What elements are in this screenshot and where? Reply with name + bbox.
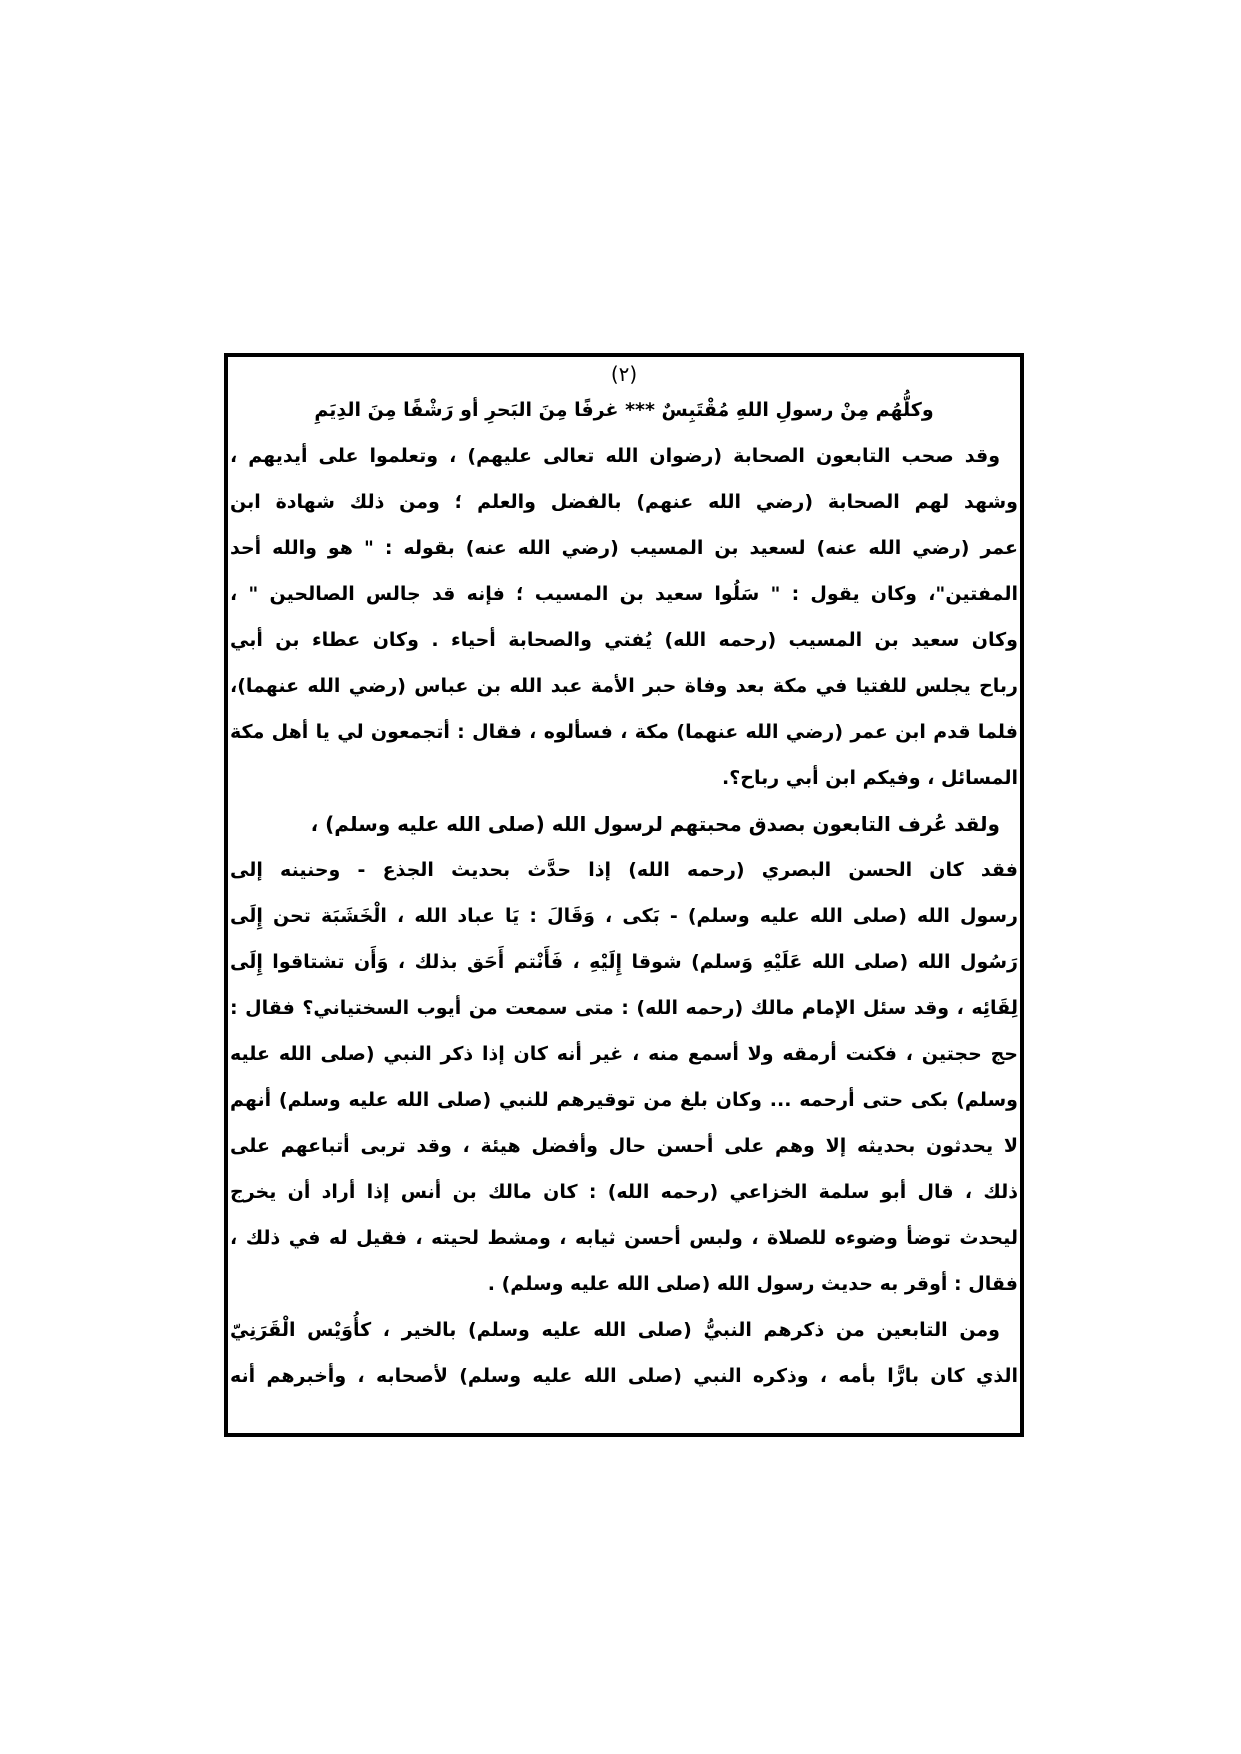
paragraph-line: فلما قدم ابن عمر (رضي الله عنهما) مكة ، فسألوه ، فقال : أتجمعون لي يا أهل مكة	[230, 721, 1018, 743]
paragraph-line: رباح يجلس للفتيا في مكة بعد وفاة حبر الأمة عبد الله بن عباس (رضي الله عنهما)،	[230, 675, 1018, 697]
paragraph-line: ليحدث توضأ وضوءه للصلاة ، ولبس أحسن ثيابه ، ومشط لحيته ، فقيل له في ذلك ،	[230, 1227, 1018, 1249]
page-content	[230, 353, 1018, 1399]
paragraph-line: الذي كان بارًّا بأمه ، وذكره النبي (صلى الله عليه وسلم) لأصحابه ، وأخبرهم أنه	[230, 1365, 1018, 1387]
section-heading: ولقد عُرف التابعون بصدق محبتهم لرسول الله (صلى الله عليه وسلم) ،	[310, 812, 1000, 836]
paragraph-line: رَسُول الله (صلى الله عَلَيْهِ وَسلم) شوقا إِلَيْهِ ، فَأَنْتم أَحَق بذلك ، وَأَن تشتاقوا إِلَى	[230, 951, 1018, 973]
paragraph-line: عمر (رضي الله عنه) لسعيد بن المسيب (رضي الله عنه) بقوله : " هو والله أحد	[230, 537, 1018, 559]
paragraph-line: المفتين"، وكان يقول : " سَلُوا سعيد بن المسيب ؛ فإنه قد جالس الصالحين " ،	[230, 583, 1018, 605]
poetry-verse: وكلُّهُم مِنْ رسولِ اللهِ مُقْتَبِسٌ *** غرفًا مِنَ البَحرِ أو رَشْفًا مِنَ الدِيَمِ	[314, 399, 934, 421]
paragraph-line: وكان سعيد بن المسيب (رحمه الله) يُفتي والصحابة أحياء . وكان عطاء بن أبي	[230, 629, 1018, 651]
paragraph-line: فقال : أوقر به حديث رسول الله (صلى الله عليه وسلم) .	[487, 1273, 1018, 1295]
paragraph-line: ومن التابعين من ذكرهم النبيُّ (صلى الله عليه وسلم) بالخير ، كأُوَيْس الْقَرَنِيّ	[230, 1319, 1000, 1341]
paragraph-line: وشهد لهم الصحابة (رضي الله عنهم) بالفضل والعلم ؛ ومن ذلك شهادة ابن	[230, 491, 1018, 513]
paragraph-line: رسول الله (صلى الله عليه وسلم) - بَكى ، وَقَالَ : يَا عباد الله ، الْخَشَبَة تحن إِلَى	[230, 905, 1018, 927]
paragraph-line: ذلك ، قال أبو سلمة الخزاعي (رحمه الله) : كان مالك بن أنس إذا أراد أن يخرج	[230, 1181, 1018, 1203]
paragraph-line: المسائل ، وفيكم ابن أبي رباح؟.	[722, 767, 1018, 789]
paragraph-line: وقد صحب التابعون الصحابة (رضوان الله تعالى عليهم) ، وتعلموا على أيديهم ،	[230, 445, 1000, 467]
paragraph-line: لِقَائِه ، وقد سئل الإمام مالك (رحمه الله) : متى سمعت من أيوب السختياني؟ فقال :	[230, 997, 1018, 1019]
page-number: (٢)	[610, 362, 638, 386]
paragraph-line: حج حجتين ، فكنت أرمقه ولا أسمع منه ، غير أنه كان إذا ذكر النبي (صلى الله عليه	[230, 1043, 1018, 1065]
paragraph-line: فقد كان الحسن البصري (رحمه الله) إذا حدَّث بحديث الجذع - وحنينه إلى	[230, 859, 1018, 881]
paragraph-line: لا يحدثون بحديثه إلا وهم على أحسن حال وأفضل هيئة ، وقد تربى أتباعهم على	[230, 1135, 1018, 1157]
paragraph-line: وسلم) بكى حتى أرحمه ... وكان بلغ من توقيرهم للنبي (صلى الله عليه وسلم) أنهم	[230, 1089, 1018, 1111]
